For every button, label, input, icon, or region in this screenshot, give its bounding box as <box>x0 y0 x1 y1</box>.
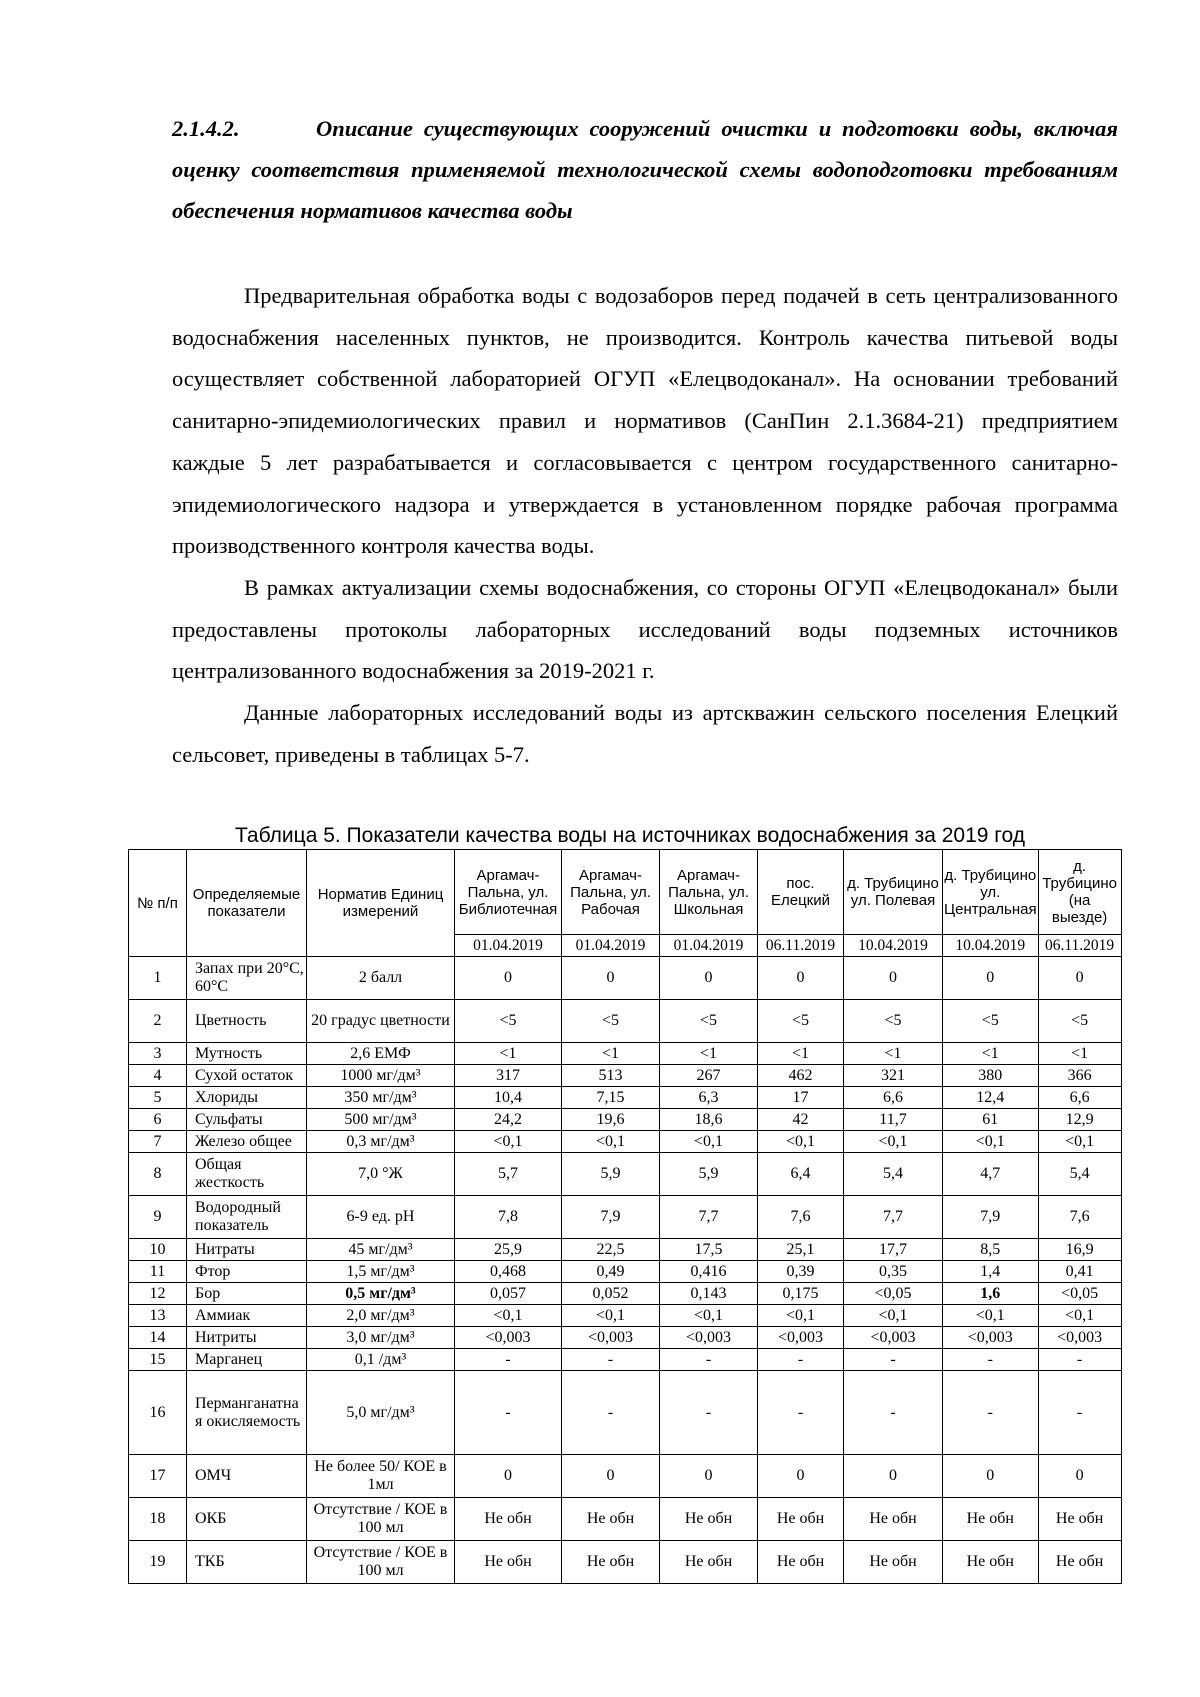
table-row <box>129 1541 1122 1584</box>
row-norm: 0,3 мг/дм³ <box>307 1131 455 1153</box>
cell-value: <0,003 <box>562 1327 660 1349</box>
row-norm: 2,6 ЕМФ <box>307 1043 455 1065</box>
cell-value: 0 <box>758 957 844 1000</box>
cell-value: 7,8 <box>455 1196 562 1239</box>
cell-value: <0,1 <box>943 1305 1039 1327</box>
row-indicator: Нитраты <box>187 1239 307 1261</box>
cell-value: 7,6 <box>758 1196 844 1239</box>
cell-value: 6,6 <box>1038 1087 1121 1109</box>
row-number: 19 <box>129 1541 187 1584</box>
cell-value: <0,1 <box>844 1305 943 1327</box>
cell-value: <1 <box>943 1043 1039 1065</box>
cell-value: - <box>455 1371 562 1455</box>
cell-value: 17,5 <box>660 1239 758 1261</box>
section-heading <box>172 108 1118 231</box>
cell-value: <0,1 <box>455 1131 562 1153</box>
cell-value: Не обн <box>1038 1498 1121 1541</box>
cell-value: 462 <box>758 1065 844 1087</box>
row-indicator: ТКБ <box>187 1541 307 1584</box>
row-number: 10 <box>129 1239 187 1261</box>
cell-value: 1,4 <box>943 1261 1039 1283</box>
cell-value: Не обн <box>943 1498 1039 1541</box>
row-norm: Не более 50/ КОЕ в 1мл <box>307 1455 455 1498</box>
row-indicator: Нитриты <box>187 1327 307 1349</box>
col-header-source: пос. Елецкий <box>758 850 844 935</box>
cell-value: 0,468 <box>455 1261 562 1283</box>
cell-value: - <box>455 1349 562 1371</box>
cell-value: <0,1 <box>758 1131 844 1153</box>
cell-value: 0,175 <box>758 1283 844 1305</box>
cell-value: Не обн <box>758 1498 844 1541</box>
cell-value: - <box>758 1349 844 1371</box>
cell-value: Не обн <box>844 1498 943 1541</box>
table-row <box>129 1109 1122 1131</box>
cell-value: - <box>562 1349 660 1371</box>
row-norm: 1,5 мг/дм³ <box>307 1261 455 1283</box>
cell-value: - <box>844 1349 943 1371</box>
col-header-source: Аргамач-Пальна, ул. Библиотечная <box>455 850 562 935</box>
cell-value: 61 <box>943 1109 1039 1131</box>
cell-value: <5 <box>455 1000 562 1043</box>
row-indicator: Марганец <box>187 1349 307 1371</box>
table-caption: Таблица 5. Показатели качества воды на источниках водоснабжения за 2019 год <box>235 824 1025 847</box>
cell-value: 7,15 <box>562 1087 660 1109</box>
row-norm: 0,5 мг/дм³ <box>307 1283 455 1305</box>
cell-value: <1 <box>562 1043 660 1065</box>
cell-value: <0,1 <box>660 1131 758 1153</box>
cell-value: 0 <box>562 1455 660 1498</box>
row-norm: 20 градус цветности <box>307 1000 455 1043</box>
row-norm: 500 мг/дм³ <box>307 1109 455 1131</box>
cell-value: 0 <box>1038 957 1121 1000</box>
cell-value: 25,1 <box>758 1239 844 1261</box>
row-number: 13 <box>129 1305 187 1327</box>
cell-value: <1 <box>844 1043 943 1065</box>
table-row <box>129 1349 1122 1371</box>
row-norm: 1000 мг/дм³ <box>307 1065 455 1087</box>
cell-value: <0,1 <box>660 1305 758 1327</box>
row-number: 16 <box>129 1371 187 1455</box>
cell-value: Не обн <box>660 1541 758 1584</box>
col-header-source: д. Трубицино ул. Центральная <box>943 850 1039 935</box>
cell-value: 6,3 <box>660 1087 758 1109</box>
row-number: 11 <box>129 1261 187 1283</box>
cell-value: - <box>660 1371 758 1455</box>
table-row <box>129 1043 1122 1065</box>
row-number: 9 <box>129 1196 187 1239</box>
row-number: 18 <box>129 1498 187 1541</box>
paragraph: В рамках актуализации схемы водоснабжения, со стороны ОГУП «Елецводоканал» были предоставлены протоколы лабораторных исследований воды подземных источников централизованного водоснабжения за 2019-2021 г. <box>172 574 1118 684</box>
col-header-date: 01.04.2019 <box>455 935 562 957</box>
cell-value: <0,1 <box>455 1305 562 1327</box>
cell-value: 513 <box>562 1065 660 1087</box>
cell-value: - <box>660 1349 758 1371</box>
row-number: 1 <box>129 957 187 1000</box>
row-norm: 2,0 мг/дм³ <box>307 1305 455 1327</box>
cell-value: <1 <box>758 1043 844 1065</box>
col-header-date: 06.11.2019 <box>758 935 844 957</box>
cell-value: <0,1 <box>1038 1131 1121 1153</box>
cell-value: 0 <box>660 957 758 1000</box>
table-row <box>129 1371 1122 1455</box>
table-row <box>129 1000 1122 1043</box>
section-number: 2.1.4.2. <box>172 116 240 141</box>
row-norm: 350 мг/дм³ <box>307 1087 455 1109</box>
cell-value: 321 <box>844 1065 943 1087</box>
row-indicator: Хлориды <box>187 1087 307 1109</box>
cell-value: 366 <box>1038 1065 1121 1087</box>
cell-value: - <box>943 1349 1039 1371</box>
cell-value: <0,1 <box>1038 1305 1121 1327</box>
col-header-source: Аргамач-Пальна, ул. Школьная <box>660 850 758 935</box>
row-number: 3 <box>129 1043 187 1065</box>
cell-value: 7,9 <box>562 1196 660 1239</box>
paragraph: Предварительная обработка воды с водозаборов перед подачей в сеть централизованного водоснабжения населенных пунктов, не производится. Контроль качества питьевой воды осуществляет собственной лабораторией ОГУП «Елецводоканал». На основании требований санитарно-эпидемиологических правил и нормативов (СанПин 2.1.3684-21) предприятием каждые 5 лет разрабатывается и согласовывается с центром государственного санитарно-эпидемиологического надзора и утверждается в установленном порядке рабочая программа производственного контроля качества воды. <box>172 283 1118 559</box>
row-norm: Отсутствие / КОЕ в 100 мл <box>307 1498 455 1541</box>
cell-value: 0 <box>844 957 943 1000</box>
cell-value: Не обн <box>455 1498 562 1541</box>
cell-value: <0,003 <box>943 1327 1039 1349</box>
cell-value: Не обн <box>844 1541 943 1584</box>
table-row <box>129 1131 1122 1153</box>
cell-value: 17,7 <box>844 1239 943 1261</box>
row-indicator: Бор <box>187 1283 307 1305</box>
col-header-norm: Норматив Единиц измерений <box>307 850 455 957</box>
cell-value: Не обн <box>455 1541 562 1584</box>
cell-value: 0,057 <box>455 1283 562 1305</box>
row-number: 15 <box>129 1349 187 1371</box>
cell-value: 0 <box>844 1455 943 1498</box>
cell-value: <0,003 <box>455 1327 562 1349</box>
cell-value: - <box>844 1371 943 1455</box>
cell-value: Не обн <box>562 1541 660 1584</box>
cell-value: <1 <box>1038 1043 1121 1065</box>
cell-value: 0,143 <box>660 1283 758 1305</box>
cell-value: <0,05 <box>844 1283 943 1305</box>
cell-value: 7,7 <box>660 1196 758 1239</box>
cell-value: 6,6 <box>844 1087 943 1109</box>
cell-value: 0 <box>455 1455 562 1498</box>
cell-value: Не обн <box>758 1541 844 1584</box>
table-row <box>129 1065 1122 1087</box>
row-number: 2 <box>129 1000 187 1043</box>
table-row <box>129 1196 1122 1239</box>
cell-value: 12,4 <box>943 1087 1039 1109</box>
row-indicator: Цветность <box>187 1000 307 1043</box>
cell-value: <1 <box>455 1043 562 1065</box>
row-indicator: Водородный показатель <box>187 1196 307 1239</box>
row-number: 8 <box>129 1153 187 1196</box>
cell-value: <0,1 <box>562 1131 660 1153</box>
cell-value: <5 <box>562 1000 660 1043</box>
cell-value: 7,7 <box>844 1196 943 1239</box>
row-indicator: ОМЧ <box>187 1455 307 1498</box>
table-row <box>129 1261 1122 1283</box>
table-row <box>129 1327 1122 1349</box>
cell-value: <5 <box>943 1000 1039 1043</box>
row-indicator: Мутность <box>187 1043 307 1065</box>
cell-value: 0 <box>455 957 562 1000</box>
cell-value: Не обн <box>660 1498 758 1541</box>
cell-value: 1,6 <box>943 1283 1039 1305</box>
cell-value: - <box>562 1371 660 1455</box>
row-number: 12 <box>129 1283 187 1305</box>
table-row <box>129 1087 1122 1109</box>
col-header-source: д. Трубицино ул. Полевая <box>844 850 943 935</box>
row-number: 4 <box>129 1065 187 1087</box>
row-norm: 0,1 /дм³ <box>307 1349 455 1371</box>
col-header-date: 06.11.2019 <box>1038 935 1121 957</box>
section-title: Описание существующих сооружений очистки и подготовки воды, включая оценку соответствия применяемой технологической схемы водоподготовки требованиям обеспечения нормативов качества воды <box>172 116 1118 223</box>
cell-value: 0,416 <box>660 1261 758 1283</box>
cell-value: <0,1 <box>943 1131 1039 1153</box>
cell-value: 0 <box>943 957 1039 1000</box>
row-indicator: Аммиак <box>187 1305 307 1327</box>
table-row <box>129 1455 1122 1498</box>
cell-value: <0,003 <box>758 1327 844 1349</box>
cell-value: 11,7 <box>844 1109 943 1131</box>
cell-value: 25,9 <box>455 1239 562 1261</box>
col-header-num: № п/п <box>129 850 187 957</box>
cell-value: 12,9 <box>1038 1109 1121 1131</box>
table-row <box>129 1283 1122 1305</box>
cell-value: - <box>758 1371 844 1455</box>
col-header-date: 01.04.2019 <box>660 935 758 957</box>
col-header-source: д. Трубицино (на выезде) <box>1038 850 1121 935</box>
row-norm: 2 балл <box>307 957 455 1000</box>
body-text <box>172 275 1118 775</box>
cell-value: 42 <box>758 1109 844 1131</box>
cell-value: <5 <box>660 1000 758 1043</box>
cell-value: 5,4 <box>844 1153 943 1196</box>
col-header-date: 10.04.2019 <box>943 935 1039 957</box>
cell-value: Не обн <box>562 1498 660 1541</box>
row-indicator: Перманганатная окисляемость <box>187 1371 307 1455</box>
cell-value: 5,9 <box>660 1153 758 1196</box>
row-indicator: Запах при 20°С, 60°С <box>187 957 307 1000</box>
cell-value: 0 <box>1038 1455 1121 1498</box>
cell-value: 5,9 <box>562 1153 660 1196</box>
row-indicator: Сухой остаток <box>187 1065 307 1087</box>
water-quality-table <box>128 849 1122 1584</box>
col-header-date: 10.04.2019 <box>844 935 943 957</box>
cell-value: 0,49 <box>562 1261 660 1283</box>
cell-value: Не обн <box>1038 1541 1121 1584</box>
table-row <box>129 957 1122 1000</box>
cell-value: 5,7 <box>455 1153 562 1196</box>
cell-value: <0,003 <box>660 1327 758 1349</box>
cell-value: <0,1 <box>844 1131 943 1153</box>
table-row <box>129 1305 1122 1327</box>
cell-value: - <box>1038 1349 1121 1371</box>
cell-value: 0,39 <box>758 1261 844 1283</box>
cell-value: 0 <box>943 1455 1039 1498</box>
table-row <box>129 1153 1122 1196</box>
cell-value: 0,35 <box>844 1261 943 1283</box>
cell-value: 8,5 <box>943 1239 1039 1261</box>
row-indicator: ОКБ <box>187 1498 307 1541</box>
row-norm: Отсутствие / КОЕ в 100 мл <box>307 1541 455 1584</box>
table-row <box>129 1239 1122 1261</box>
cell-value: 380 <box>943 1065 1039 1087</box>
cell-value: 0 <box>660 1455 758 1498</box>
cell-value: - <box>943 1371 1039 1455</box>
col-header-source: Аргамач-Пальна, ул. Рабочая <box>562 850 660 935</box>
row-norm: 7,0 °Ж <box>307 1153 455 1196</box>
cell-value: <5 <box>758 1000 844 1043</box>
row-norm: 5,0 мг/дм³ <box>307 1371 455 1455</box>
table-row <box>129 1498 1122 1541</box>
row-number: 6 <box>129 1109 187 1131</box>
paragraph: Данные лабораторных исследований воды из артскважин сельского поселения Елецкий сельсовет, приведены в таблицах 5-7. <box>172 700 1118 767</box>
cell-value: Не обн <box>943 1541 1039 1584</box>
cell-value: <0,1 <box>758 1305 844 1327</box>
cell-value: 18,6 <box>660 1109 758 1131</box>
cell-value: 22,5 <box>562 1239 660 1261</box>
cell-value: <0,003 <box>1038 1327 1121 1349</box>
row-indicator: Сульфаты <box>187 1109 307 1131</box>
cell-value: 10,4 <box>455 1087 562 1109</box>
row-norm: 45 мг/дм³ <box>307 1239 455 1261</box>
cell-value: 6,4 <box>758 1153 844 1196</box>
row-number: 5 <box>129 1087 187 1109</box>
row-number: 7 <box>129 1131 187 1153</box>
col-header-date: 01.04.2019 <box>562 935 660 957</box>
cell-value: <0,05 <box>1038 1283 1121 1305</box>
cell-value: 24,2 <box>455 1109 562 1131</box>
cell-value: <0,1 <box>562 1305 660 1327</box>
row-norm: 3,0 мг/дм³ <box>307 1327 455 1349</box>
cell-value: <1 <box>660 1043 758 1065</box>
cell-value: 4,7 <box>943 1153 1039 1196</box>
cell-value: 7,9 <box>943 1196 1039 1239</box>
cell-value: - <box>1038 1371 1121 1455</box>
cell-value: 267 <box>660 1065 758 1087</box>
row-norm: 6-9 ед. pH <box>307 1196 455 1239</box>
cell-value: 0 <box>562 957 660 1000</box>
row-indicator: Общая жесткость <box>187 1153 307 1196</box>
cell-value: <0,003 <box>844 1327 943 1349</box>
cell-value: 17 <box>758 1087 844 1109</box>
row-number: 14 <box>129 1327 187 1349</box>
row-indicator: Фтор <box>187 1261 307 1283</box>
cell-value: 0,052 <box>562 1283 660 1305</box>
col-header-indicator: Определяемые показатели <box>187 850 307 957</box>
cell-value: 16,9 <box>1038 1239 1121 1261</box>
cell-value: <5 <box>1038 1000 1121 1043</box>
cell-value: 7,6 <box>1038 1196 1121 1239</box>
row-indicator: Железо общее <box>187 1131 307 1153</box>
cell-value: 0,41 <box>1038 1261 1121 1283</box>
cell-value: <5 <box>844 1000 943 1043</box>
cell-value: 0 <box>758 1455 844 1498</box>
cell-value: 317 <box>455 1065 562 1087</box>
cell-value: 5,4 <box>1038 1153 1121 1196</box>
row-number: 17 <box>129 1455 187 1498</box>
cell-value: 19,6 <box>562 1109 660 1131</box>
